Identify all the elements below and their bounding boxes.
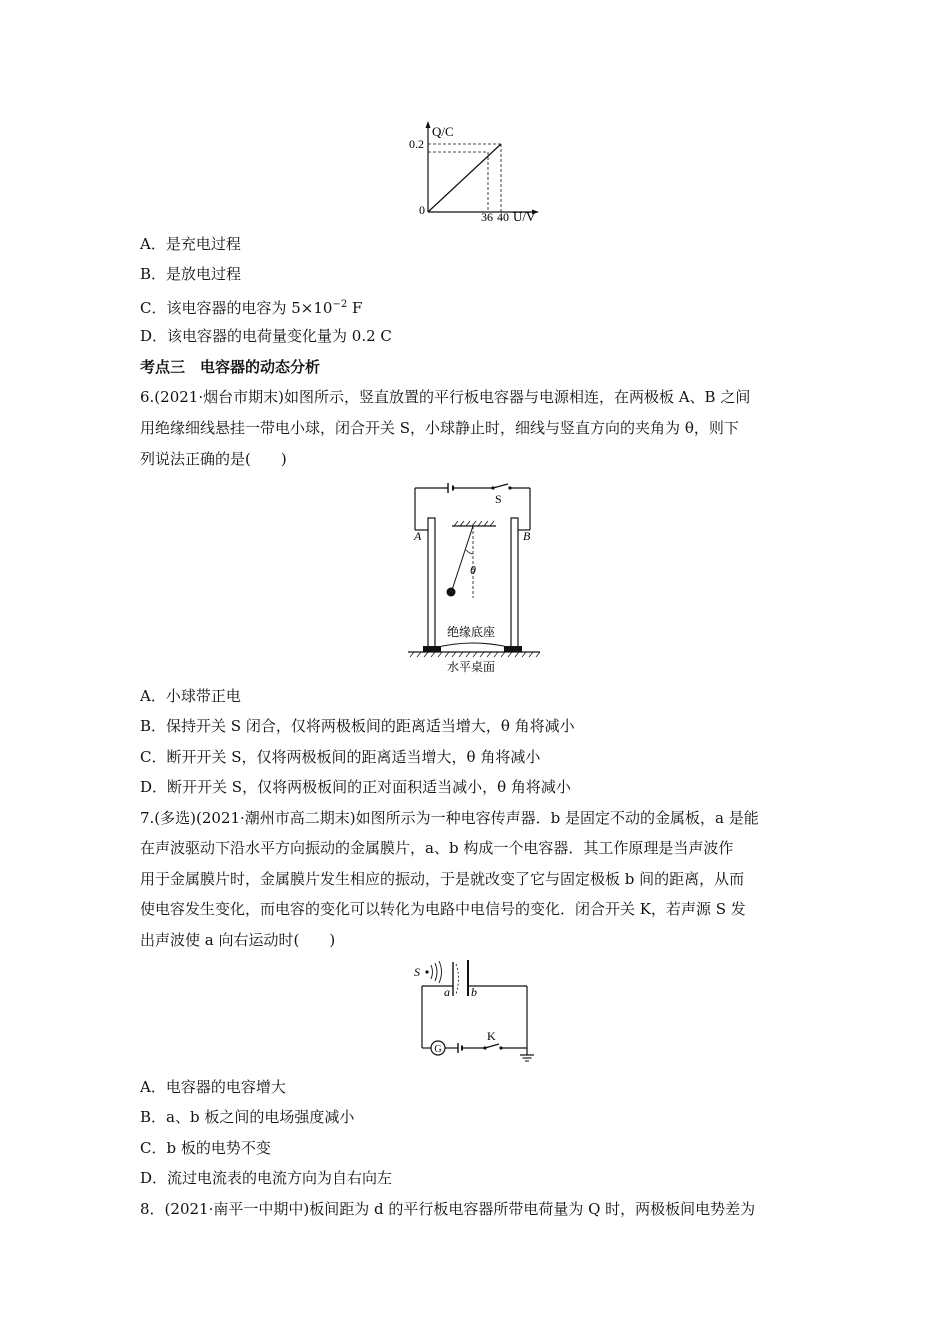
base-foot-right — [504, 646, 522, 652]
y-tick-label: 0.2 — [409, 137, 424, 151]
q7-option-c: C．b 板的电势不变 — [140, 1139, 271, 1157]
y-axis-arrow — [426, 121, 431, 128]
q-u-line — [428, 144, 501, 212]
y-axis-label: Q/C — [432, 124, 454, 139]
switch-blade — [493, 484, 508, 488]
base-foot-left — [423, 646, 441, 652]
sound-wave-3 — [439, 961, 442, 983]
source-label: S — [414, 965, 420, 979]
plate-a-label: a — [444, 985, 450, 999]
angle-arc — [466, 550, 473, 554]
sound-wave-2 — [435, 963, 437, 981]
plate-b-label: B — [523, 529, 531, 543]
switch-label: K — [487, 1029, 496, 1043]
x-tick-40: 40 — [497, 210, 509, 224]
q6-stem-line-3: 列说法正确的是( ) — [140, 450, 287, 468]
plate-b — [511, 518, 518, 648]
switch-label: S — [495, 492, 502, 506]
base-label: 绝缘底座 — [447, 625, 496, 639]
q8-stem-line-1: 8．(2021·南平一中期中)板间距为 d 的平行板电容器所带电荷量为 Q 时，两极板间电势差为 — [140, 1200, 756, 1218]
q7-option-a: A．电容器的电容增大 — [140, 1078, 286, 1096]
ball — [447, 588, 456, 597]
q5-option-a: A．是充电过程 — [140, 235, 241, 253]
q-u-graph — [400, 118, 550, 228]
q5-option-c-exponent: −2 — [332, 299, 348, 310]
switch-blade — [485, 1044, 499, 1048]
q7-option-b: B．a、b 板之间的电场强度减小 — [140, 1108, 355, 1126]
q6-stem-line-2: 用绝缘细线悬挂一带电小球，闭合开关 S，小球静止时，细线与竖直方向的夹角为 θ，则下 — [140, 419, 739, 437]
q5-option-c-suffix: F — [347, 299, 363, 317]
table-label: 水平桌面 — [447, 660, 496, 674]
angle-label: θ — [470, 563, 476, 577]
q7-stem-line-5: 出声波使 a 向右运动时( ) — [140, 931, 336, 949]
origin-label: 0 — [419, 203, 425, 217]
q6-option-b: B．保持开关 S 闭合，仅将两极板间的距离适当增大，θ 角将减小 — [140, 717, 575, 735]
plate-a — [428, 518, 435, 648]
q7-stem-line-1: 7.(多选)(2021·潮州市高二期末)如图所示为一种电容传声器．b 是固定不动的金属板，a 是能 — [140, 809, 759, 827]
sound-wave-1 — [431, 965, 433, 979]
base-arc — [434, 643, 512, 648]
x-tick-36: 36 — [481, 210, 493, 224]
q6-option-c: C．断开开关 S，仅将两极板间的距离适当增大，θ 角将减小 — [140, 748, 541, 766]
q6-option-d: D．断开开关 S，仅将两极板间的正对面积适当减小，θ 角将减小 — [140, 778, 571, 796]
q6-option-a: A．小球带正电 — [140, 687, 241, 705]
q7-stem-line-3: 用于金属膜片时，金属膜片发生相应的振动，于是就改变了它与固定极板 b 间的距离，从而 — [140, 870, 745, 888]
q5-option-d: D．该电容器的电荷量变化量为 0.2 C — [140, 327, 392, 345]
q7-stem-line-4: 使电容发生变化，而电容的变化可以转化为电路中电信号的变化．闭合开关 K，若声源 S 发 — [140, 900, 746, 918]
plate-b-label: b — [471, 985, 477, 999]
galvanometer-label: G — [434, 1044, 442, 1055]
sound-source-dot — [425, 970, 428, 973]
q6-stem-line-1: 6.(2021·烟台市期末)如图所示，竖直放置的平行板电容器与电源相连，在两极板 A、B 之间 — [140, 388, 751, 406]
q5-option-c — [140, 295, 362, 318]
plate-a-label: A — [414, 529, 422, 543]
q7-stem-line-2: 在声波驱动下沿水平方向振动的金属膜片，a、b 构成一个电容器．其工作原理是当声波作 — [140, 839, 734, 857]
section-title: 考点三 电容器的动态分析 — [140, 358, 321, 376]
q7-option-d: D．流过电流表的电流方向为自右向左 — [140, 1169, 393, 1187]
x-axis-label: U/V — [513, 209, 536, 224]
diaphragm-displacement — [456, 964, 459, 994]
q6-capacitor-figure — [400, 478, 560, 678]
string — [452, 526, 473, 590]
q7-microphone-figure — [410, 960, 540, 1065]
q5-option-c-prefix: C．该电容器的电容为 5×10 — [140, 299, 333, 317]
q5-option-b: B．是放电过程 — [140, 265, 242, 283]
